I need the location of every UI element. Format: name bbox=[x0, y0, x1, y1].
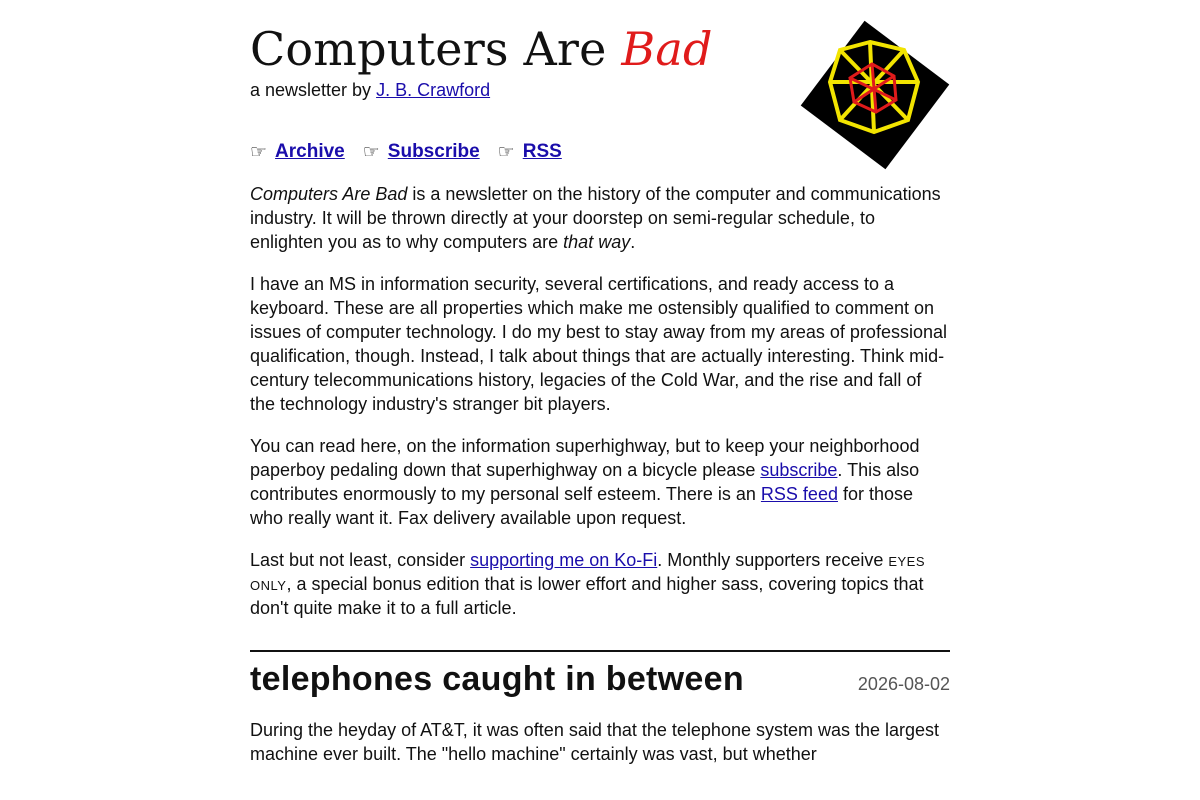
rss-feed-link[interactable]: RSS feed bbox=[760, 484, 838, 504]
subscribe-paragraph bbox=[250, 434, 950, 530]
subscribe-inline-link[interactable]: subscribe bbox=[760, 460, 838, 480]
post-title[interactable]: telephones caught in between bbox=[250, 660, 744, 698]
author-link[interactable]: J. B. Crawford bbox=[376, 80, 491, 100]
subscribe-text: You can read here, on the information superhighway, but to keep your neighborhood paperboy pedaling down that superhighway on a bicycle please bbox=[250, 436, 920, 480]
intro bbox=[250, 182, 950, 620]
eyes-only-label: eyes only bbox=[250, 550, 926, 594]
kofi-text-3: , a special bonus edition that is lower effort and higher sass, covering topics that don't quite make it to a full article. bbox=[250, 574, 924, 618]
intro-text: is a newsletter on the history of the computer and communications industry. It will be thrown directly at your doorstep on semi-regular schedule, to enlighten you as to why computers are bbox=[250, 184, 941, 252]
site-title-accent: Bad bbox=[621, 22, 713, 76]
nav-item-archive[interactable] bbox=[250, 140, 345, 164]
intro-period: . bbox=[630, 232, 636, 252]
rss-link[interactable]: RSS bbox=[522, 141, 562, 162]
post-date: 2026-08-02 bbox=[857, 674, 950, 694]
subscribe-link[interactable]: Subscribe bbox=[387, 141, 480, 162]
post-body bbox=[250, 718, 950, 766]
nav-item-rss[interactable] bbox=[498, 140, 562, 164]
intro-paragraph bbox=[250, 182, 950, 254]
post bbox=[250, 658, 950, 766]
post-header bbox=[250, 658, 950, 700]
subscribe-text-3: for those who really want it. Fax delivery available upon request. bbox=[250, 484, 914, 528]
wireframe-hexagon-logo-icon[interactable] bbox=[800, 20, 950, 170]
byline-prefix: a newsletter by bbox=[250, 80, 377, 100]
pointing-hand-icon: ☞ bbox=[362, 141, 380, 163]
kofi-link[interactable]: supporting me on Ko-Fi bbox=[470, 550, 658, 570]
about-paragraph: I have an MS in information security, several certifications, and ready access to a keyboard. These are all properties which make me ostensibly qualified to comment on issues of computer technology. I do my best to stay away from my areas of professional qualification, though. Instead, I talk about things that are actually interesting. Think mid-century telecommunications history, legacies of the Cold War, and the rise and fall of the technology industry's stranger bit players. bbox=[250, 274, 947, 414]
nav-item-subscribe[interactable] bbox=[363, 140, 480, 164]
post-divider bbox=[250, 650, 950, 652]
pointing-hand-icon: ☞ bbox=[497, 141, 515, 163]
site-title-main: Computers Are bbox=[250, 22, 622, 76]
subscribe-text-2: . This also contributes enormously to my personal self esteem. There is an bbox=[250, 460, 920, 504]
post-excerpt: During the heyday of AT&T, it was often said that the telephone system was the largest machine ever built. The "hello machine" certainly was vast, but whether bbox=[250, 720, 940, 764]
kofi-paragraph bbox=[250, 548, 950, 620]
intro-emphasis: that way bbox=[563, 232, 631, 252]
masthead bbox=[250, 22, 950, 140]
page bbox=[250, 0, 950, 766]
kofi-text-2: . Monthly supporters receive bbox=[657, 550, 889, 570]
newsletter-name: Computers Are Bad bbox=[250, 184, 408, 204]
kofi-text: Last but not least, consider bbox=[250, 550, 471, 570]
pointing-hand-icon: ☞ bbox=[250, 141, 268, 163]
archive-link[interactable]: Archive bbox=[275, 141, 345, 162]
